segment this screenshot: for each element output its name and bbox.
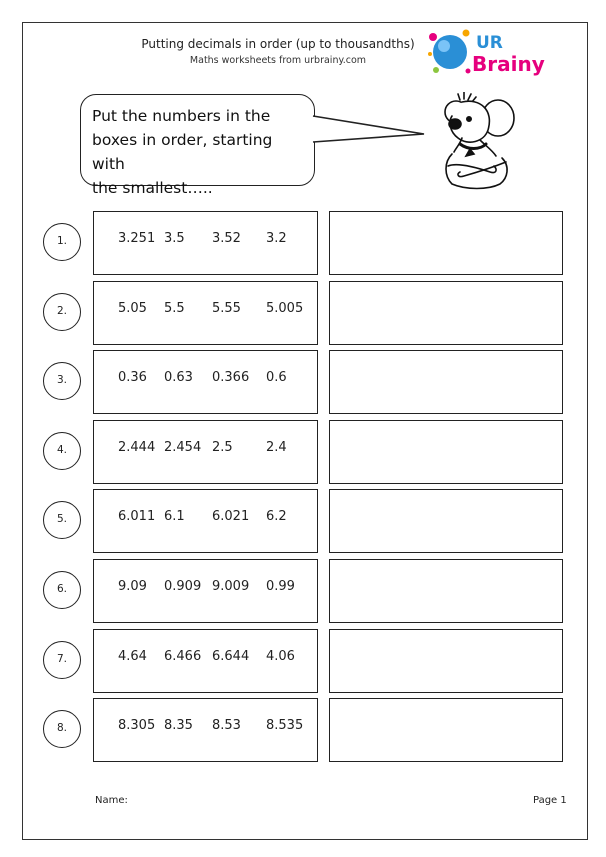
decimal-number: 6.1 [164, 509, 185, 524]
question-row [0, 281, 606, 345]
mouse-mascot-illustration [438, 92, 518, 192]
question-row [0, 211, 606, 275]
decimal-number: 8.53 [212, 718, 241, 733]
instruction-line-2: boxes in order, starting with [92, 131, 273, 173]
bubble-pointer [312, 112, 427, 152]
instruction-line-1: Put the numbers in the [92, 107, 271, 125]
decimal-number: 8.535 [266, 718, 304, 733]
decimal-number: 4.64 [118, 649, 147, 664]
logo-text-brainy: Brainy [472, 52, 545, 76]
question-number-circle: 3. [43, 362, 81, 400]
decimal-number: 6.2 [266, 509, 287, 524]
question-number-circle: 6. [43, 571, 81, 609]
numbers-box [93, 211, 318, 275]
question-row [0, 489, 606, 553]
numbers-box [93, 698, 318, 762]
decimal-number: 6.021 [212, 509, 250, 524]
decimal-number: 6.011 [118, 509, 156, 524]
answer-box[interactable] [329, 629, 563, 693]
decimal-number: 0.909 [164, 579, 202, 594]
decimal-number: 2.444 [118, 440, 156, 455]
answer-box[interactable] [329, 559, 563, 623]
urbrainy-logo [428, 24, 558, 80]
decimal-number: 5.005 [266, 301, 304, 316]
question-number-circle: 2. [43, 293, 81, 331]
numbers-box [93, 489, 318, 553]
decimal-number: 5.55 [212, 301, 241, 316]
decimal-number: 8.35 [164, 718, 193, 733]
decimal-number: 2.4 [266, 440, 287, 455]
answer-box[interactable] [329, 211, 563, 275]
decimal-number: 3.251 [118, 231, 156, 246]
decimal-number: 6.644 [212, 649, 250, 664]
numbers-box [93, 281, 318, 345]
answer-box[interactable] [329, 698, 563, 762]
page-number: Page 1 [533, 795, 567, 806]
answer-box[interactable] [329, 350, 563, 414]
decimal-number: 2.5 [212, 440, 233, 455]
decimal-number: 0.63 [164, 370, 193, 385]
worksheet-title: Putting decimals in order (up to thousandths) [141, 37, 415, 51]
numbers-box [93, 559, 318, 623]
instruction-bubble [80, 94, 315, 197]
decimal-number: 6.466 [164, 649, 202, 664]
logo-text-ur: UR [476, 33, 503, 53]
answer-box[interactable] [329, 420, 563, 484]
decimal-number: 9.009 [212, 579, 250, 594]
question-row [0, 420, 606, 484]
answer-box[interactable] [329, 489, 563, 553]
worksheet-subtitle: Maths worksheets from urbrainy.com [189, 55, 367, 66]
question-number-circle: 7. [43, 641, 81, 679]
question-number-circle: 4. [43, 432, 81, 470]
decimal-number: 4.06 [266, 649, 295, 664]
question-number-circle: 1. [43, 223, 81, 261]
decimal-number: 9.09 [118, 579, 147, 594]
answer-box[interactable] [329, 281, 563, 345]
instruction-line-3: the smallest….. [92, 179, 213, 197]
decimal-number: 5.05 [118, 301, 147, 316]
decimal-number: 0.99 [266, 579, 295, 594]
numbers-box [93, 420, 318, 484]
decimal-number: 3.2 [266, 231, 287, 246]
decimal-number: 0.366 [212, 370, 250, 385]
decimal-number: 8.305 [118, 718, 156, 733]
name-label: Name: [95, 795, 128, 806]
decimal-number: 0.6 [266, 370, 287, 385]
numbers-box [93, 350, 318, 414]
decimal-number: 3.5 [164, 231, 185, 246]
question-row [0, 559, 606, 623]
decimal-number: 3.52 [212, 231, 241, 246]
decimal-number: 2.454 [164, 440, 202, 455]
question-number-circle: 8. [43, 710, 81, 748]
decimal-number: 5.5 [164, 301, 185, 316]
numbers-box [93, 629, 318, 693]
decimal-number: 0.36 [118, 370, 147, 385]
question-row [0, 698, 606, 762]
question-number-circle: 5. [43, 501, 81, 539]
question-row [0, 629, 606, 693]
question-row [0, 350, 606, 414]
